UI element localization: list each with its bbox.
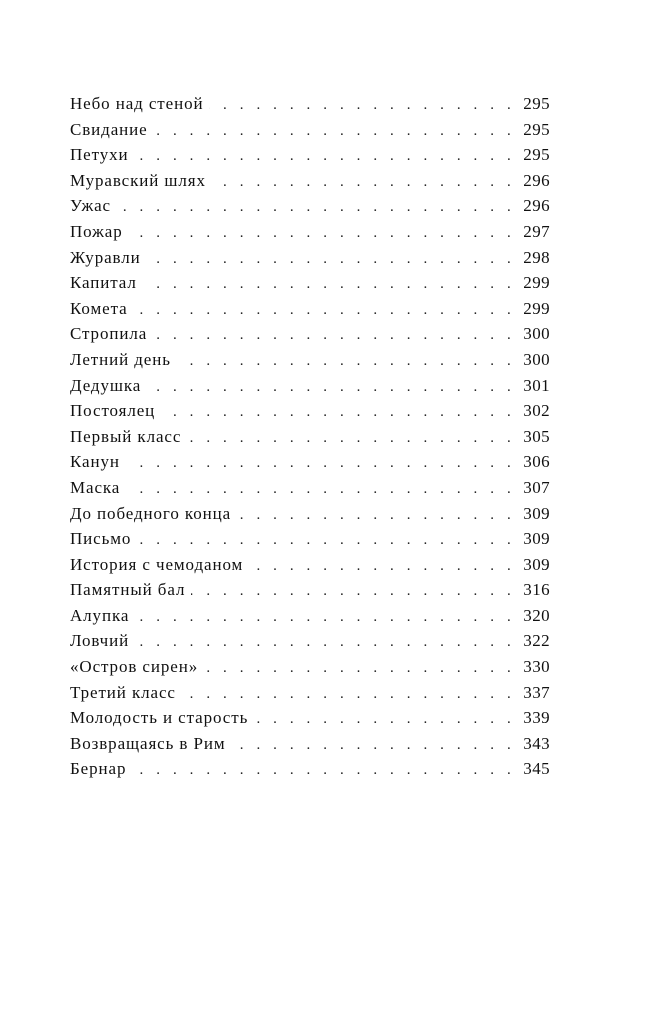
toc-entry: [70, 705, 550, 731]
toc-entry-title: Молодость и старость: [70, 708, 249, 728]
dot-leader: [135, 630, 515, 654]
toc-entry: [70, 680, 550, 706]
dot-leader: [254, 707, 515, 731]
toc-entry: [70, 270, 550, 296]
toc-entry-page-number: 309: [523, 529, 550, 549]
toc-entry: [70, 193, 550, 219]
toc-entry: [70, 321, 550, 347]
toc-entry-page-number: 320: [523, 605, 550, 625]
toc-entry-page-number: 306: [523, 452, 550, 472]
dot-leader: [143, 272, 516, 296]
toc-entry: [70, 373, 550, 399]
dot-leader: [137, 528, 515, 552]
toc-entry-title: Стропила: [70, 324, 148, 344]
toc-entry: [70, 756, 550, 782]
toc-entry-page-number: 296: [523, 170, 550, 190]
dot-leader: [129, 221, 516, 245]
dot-leader: [126, 477, 515, 501]
dot-leader: [134, 298, 516, 322]
dot-leader: [182, 682, 515, 706]
toc-entry-title: Ловчий: [70, 631, 130, 651]
dot-leader: [154, 119, 516, 143]
toc-entry-page-number: 339: [523, 708, 550, 728]
toc-entry-title: Алупка: [70, 605, 130, 625]
toc-entry: [70, 475, 550, 501]
toc-entry-title: До победного конца: [70, 503, 232, 523]
toc-entry-page-number: 343: [523, 733, 550, 753]
toc-entry-page-number: 298: [523, 247, 550, 267]
toc-entry: [70, 142, 550, 168]
toc-entry-page-number: 295: [523, 145, 550, 165]
toc-entry: [70, 654, 550, 680]
dot-leader: [204, 656, 515, 680]
toc-entry: [70, 449, 550, 475]
dot-leader: [153, 323, 515, 347]
table-of-contents: [70, 91, 550, 782]
toc-entry-page-number: 295: [523, 94, 550, 113]
toc-entry-title: Пожар: [70, 221, 123, 241]
toc-entry: [70, 424, 550, 450]
toc-entry: [70, 398, 550, 424]
dot-leader: [147, 247, 516, 271]
dot-leader: [232, 733, 516, 757]
dot-leader: [237, 503, 515, 527]
toc-entry-title: Постоялец: [70, 401, 156, 421]
dot-leader: [209, 93, 515, 117]
toc-entry: [70, 731, 550, 757]
toc-entry-title: «Остров сирен»: [70, 657, 199, 677]
toc-entry: [70, 577, 550, 603]
dot-leader: [135, 605, 515, 629]
dot-leader: [126, 451, 515, 475]
toc-entry-page-number: 305: [523, 426, 550, 446]
toc-entry-title: Летний день: [70, 349, 171, 369]
toc-entry-page-number: 300: [523, 324, 550, 344]
toc-entry-title: Канун: [70, 452, 120, 472]
toc-entry-page-number: 299: [523, 298, 550, 318]
dot-leader: [132, 758, 515, 782]
toc-entry: [70, 245, 550, 271]
toc-entry-title: Капитал: [70, 273, 137, 293]
toc-entry-page-number: 300: [523, 349, 550, 369]
toc-entry-title: Маска: [70, 477, 121, 497]
toc-entry-page-number: 295: [523, 119, 550, 139]
toc-entry-page-number: 299: [523, 273, 550, 293]
dot-leader: [161, 400, 515, 424]
toc-entry: [70, 526, 550, 552]
toc-entry-page-number: 316: [523, 580, 550, 600]
toc-entry-title: Первый класс: [70, 426, 182, 446]
toc-entry: [70, 168, 550, 194]
dot-leader: [212, 170, 515, 194]
toc-entry-page-number: 301: [523, 375, 550, 395]
toc-entry-title: Небо над стеной: [70, 94, 204, 113]
dot-leader: [191, 579, 515, 603]
toc-entry: [70, 296, 550, 322]
toc-entry-title: Памятный бал: [70, 580, 186, 600]
toc-entry-page-number: 309: [523, 503, 550, 523]
dot-leader: [187, 426, 515, 450]
toc-entry-title: История с чемоданом: [70, 554, 244, 574]
toc-entry-page-number: 322: [523, 631, 550, 651]
toc-entry: [70, 347, 550, 373]
toc-entry-page-number: 345: [523, 759, 550, 779]
toc-entry-title: Ужас: [70, 196, 111, 216]
dot-leader: [135, 144, 516, 168]
toc-entry: [70, 552, 550, 578]
toc-entry-title: Журавли: [70, 247, 141, 267]
dot-leader: [117, 195, 515, 219]
toc-entry-title: Муравский шлях: [70, 170, 206, 190]
toc-entry: [70, 501, 550, 527]
toc-entry: [70, 603, 550, 629]
toc-entry: [70, 91, 550, 117]
toc-entry-title: Свидание: [70, 119, 148, 139]
dot-leader: [147, 375, 515, 399]
dot-leader: [177, 349, 515, 373]
toc-entry-page-number: 307: [523, 477, 550, 497]
toc-entry-title: Петухи: [70, 145, 129, 165]
toc-entry-page-number: 309: [523, 554, 550, 574]
toc-entry-title: Письмо: [70, 529, 132, 549]
toc-entry-title: Возвращаясь в Рим: [70, 733, 226, 753]
toc-entry-title: Бернар: [70, 759, 127, 779]
toc-entry-page-number: 297: [523, 221, 550, 241]
toc-entry: [70, 628, 550, 654]
toc-entry-page-number: 296: [523, 196, 550, 216]
toc-entry-page-number: 330: [523, 657, 550, 677]
toc-entry-title: Комета: [70, 298, 128, 318]
toc-entry: [70, 219, 550, 245]
toc-entry-title: Дедушка: [70, 375, 142, 395]
toc-entry: [70, 117, 550, 143]
toc-entry-page-number: 337: [523, 682, 550, 702]
toc-entry-title: Третий класс: [70, 682, 176, 702]
dot-leader: [249, 554, 515, 578]
toc-entry-page-number: 302: [523, 401, 550, 421]
